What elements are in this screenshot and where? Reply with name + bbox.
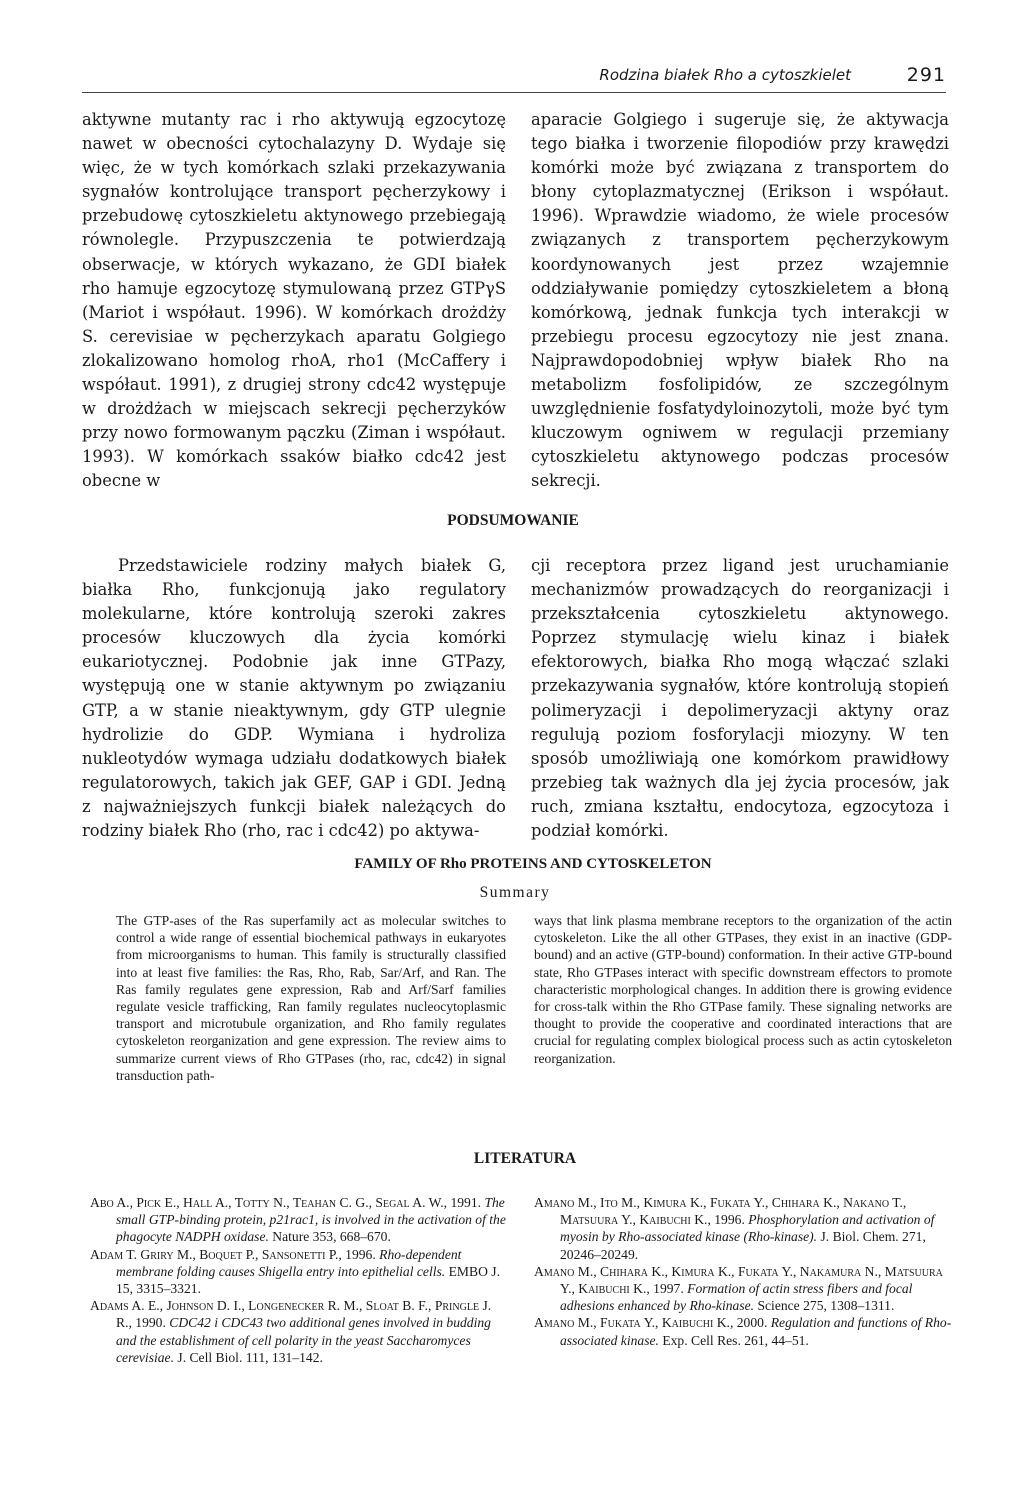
reference-year: 1996. [710,1212,749,1228]
summary-pl-column-left: Przedstawiciele rodziny małych białek G, białka Rho, funkcjonują jako regulatory molekularne, które kontrolują szeroki zakres procesów kluczowych dla życia komórki eukariotycznej. Podobnie jak inne GTPazy, występują one w stanie aktywnym po związaniu GTP, a w stanie nieaktywnym, gdy GTP ulegnie hydrolizie do GDP. Wymiana i hydroliza nukleotydów wymaga udziału dodatkowych białek regulatorowych, takich jak GEF, GAP i GDI. Jedną z najważniejszych funkcji białek należących do rodziny białek Rho (rho, rac i cdc42) po aktywa- [82,556,506,841]
section-heading-podsumowanie: PODSUMOWANIE [447,512,579,529]
reference-title: Regulation and functions of Rho-associated kinase. [560,1315,952,1348]
page-number: 291 [906,64,946,86]
reference-title: Phosphorylation and activation of myosin by Rho-associated kinase (Rho-kinase). [560,1212,935,1245]
running-title: Rodzina białek Rho a cytoszkielet [599,66,851,84]
reference-source: J. Cell Biol. 111, 131–142. [174,1349,323,1365]
reference-entry [534,1263,952,1315]
reference-source: Nature 353, 668–670. [268,1229,391,1245]
reference-authors: Abo A., Pick E., Hall A., Totty N., Teahan C. G., Segal A. W., [90,1195,448,1210]
reference-authors: Amano M., Ito M., Kimura K., Fukata Y., Chihara K., Nakano T., Matsuura Y., Kaibuchi K., [534,1195,907,1228]
english-summary-column-left: The GTP-ases of the Ras superfamily act as molecular switches to control a wide range of essential biochemical pathways in eukaryotes from microorganisms to human. This family is structurally classified into at least five families: the Ras, Rho, Rab, Sar/Arf, and Ran. The Ras family regulates gene expression, Rab and Arf/Sarf families regulate vesicle trafficking, Ran family regulates nucleocytoplasmic transport and microtubule organization, and Rho family regulates cytoskeleton reorganization and gene expression. The review aims to summarize current views of Rho GTPases (rho, rac, cdc42) in signal transduction path- [116,913,506,1083]
reference-source: EMBO J. 15, 3315–3321. [116,1263,500,1297]
reference-authors: Amano M., Fukata Y., Kaibuchi K., [534,1315,734,1331]
reference-entry [534,1314,952,1348]
reference-entry [90,1246,506,1298]
section-heading-literatura: LITERATURA [473,1150,577,1167]
reference-title: Rho-dependent membrane folding causes Shigella entry into epithelial cells. [116,1246,462,1279]
reference-entry [534,1194,952,1263]
reference-source: J. Biol. Chem. 271, 20246–20249. [560,1229,926,1262]
reference-entry [90,1194,506,1246]
reference-authors: Adam T. Griry M., Boquet P., Sansonetti P., [90,1246,342,1262]
reference-title: Formation of actin stress fibers and focal adhesions enhanced by Rho-kinase. [560,1281,913,1314]
english-summary-column-right: ways that link plasma membrane receptors to the organization of the actin cytoskeleton. Like the all other GTPases, they exist in an inactive (GDP-bound) and an active (GTP-bound) conformation. In their active GTP-bound state, Rho GTPases interact with specific downstream effectors to promote characteristic morphological changes. In addition there is growing evidence for cross-talk within the Rho GTPase family. These signaling networks are thought to provide the cooperative and coordinated interactions that are crucial for regulating complex biological process such as actin cytoskeleton reorganization. [534,913,952,1066]
reference-list-right [534,1194,952,1349]
reference-year: 1997. [649,1281,688,1297]
reference-list-left [90,1194,506,1366]
reference-year: 1996. [341,1246,380,1262]
reference-source: Science 275, 1308–1311. [754,1298,895,1314]
english-summary-title: FAMILY OF Rho PROTEINS AND CYTOSKELETON [354,856,712,872]
reference-source: Exp. Cell Res. 261, 44–51. [658,1332,809,1348]
reference-title: CDC42 i CDC43 two additional genes involved in budding and the establishment of cell polarity in the yeast Saccharomyces cerevisiae. [116,1315,491,1365]
summary-pl-column-right: cji receptora przez ligand jest uruchamianie mechanizmów prowadzących do reorganizacji i przekształcenia cytoszkieletu aktynowego. Poprzez stymulację wielu kinaz i białek efektorowych, białka Rho mogą włączać szlaki przekazywania sygnałów, które kontrolują stopień polimeryzacji i depolimeryzacji aktyny oraz regulują poziom fosforylacji miozyny. W ten sposób umożliwiają one komórkom prawidłowy przebieg tak ważnych dla jej życia procesów, jak ruch, zmiana kształtu, endocytoza, egzocytoza i podział komórki. [531,556,949,841]
reference-entry [90,1297,506,1366]
reference-year: 1990. [131,1315,170,1331]
reference-title: The small GTP-binding protein, p21rac1, is involved in the activation of the phagocyte NADPH oxidase. [116,1195,506,1245]
body-text-column-right: aparacie Golgiego i sugeruje się, że aktywacja tego białka i tworzenie filopodiów przy krawędzi komórki może być związana z transportem do błony cytoplazmatycznej (Erikson i współaut. 1996). Wprawdzie wiadomo, że wiele procesów związanych z transportem pęcherzykowym koordynowanych jest przez wzajemnie oddziaływanie pomiędzy cytoszkieletem a błoną komórkową, jednak funkcja tych interakcji w przebiegu procesu egzocytozy nie jest znana. Najprawdopodobniej wpływ białek Rho na metabolizm fosfolipidów, ze szczególnym uwzględnienie fosfatydyloinozytoli, może być tym kluczowym ogniwem w regulacji przemiany cytoszkieletu aktynowego podczas procesów sekrecji. [531,110,949,491]
body-text-column-left: aktywne mutanty rac i rho aktywują egzocytozę nawet w obecności cytochalazyny D. Wydaje się więc, że w tych komórkach szlaki przekazywania sygnałów kontrolujące transport pęcherzykowy i przebudowę cytoszkieletu aktynowego przebiegają równolegle. Przypuszczenia te potwierdzają obserwacje, w których wykazano, że GDI białek rho hamuje egzocytozę stymulowaną przez GTPγS (Mariot i współaut. 1996). W komórkach drożdży S. cerevisiae w pęcherzykach aparatu Golgiego zlokalizowano homolog rhoA, rho1 (McCaffery i współaut. 1991), z drugiej strony cdc42 występuje w drożdżach w miejscach sekrecji pęcherzyków przy nowo formowanym pączku (Ziman i współaut. 1993). W komórkach ssaków białko cdc42 jest obecne w [82,110,506,491]
reference-year: 1991. [447,1195,485,1210]
running-header [82,64,946,93]
reference-authors: Amano M., Chihara K., Kimura K., Fukata Y., Nakamura N., Matsuura Y., Kaibuchi K., [534,1263,943,1297]
reference-year: 2000. [733,1315,771,1331]
english-summary-subtitle: Summary [479,884,551,901]
reference-authors: Adams A. E., Johnson D. I., Longenecker R. M., Sloat B. F., Pringle J. R., [90,1298,492,1331]
